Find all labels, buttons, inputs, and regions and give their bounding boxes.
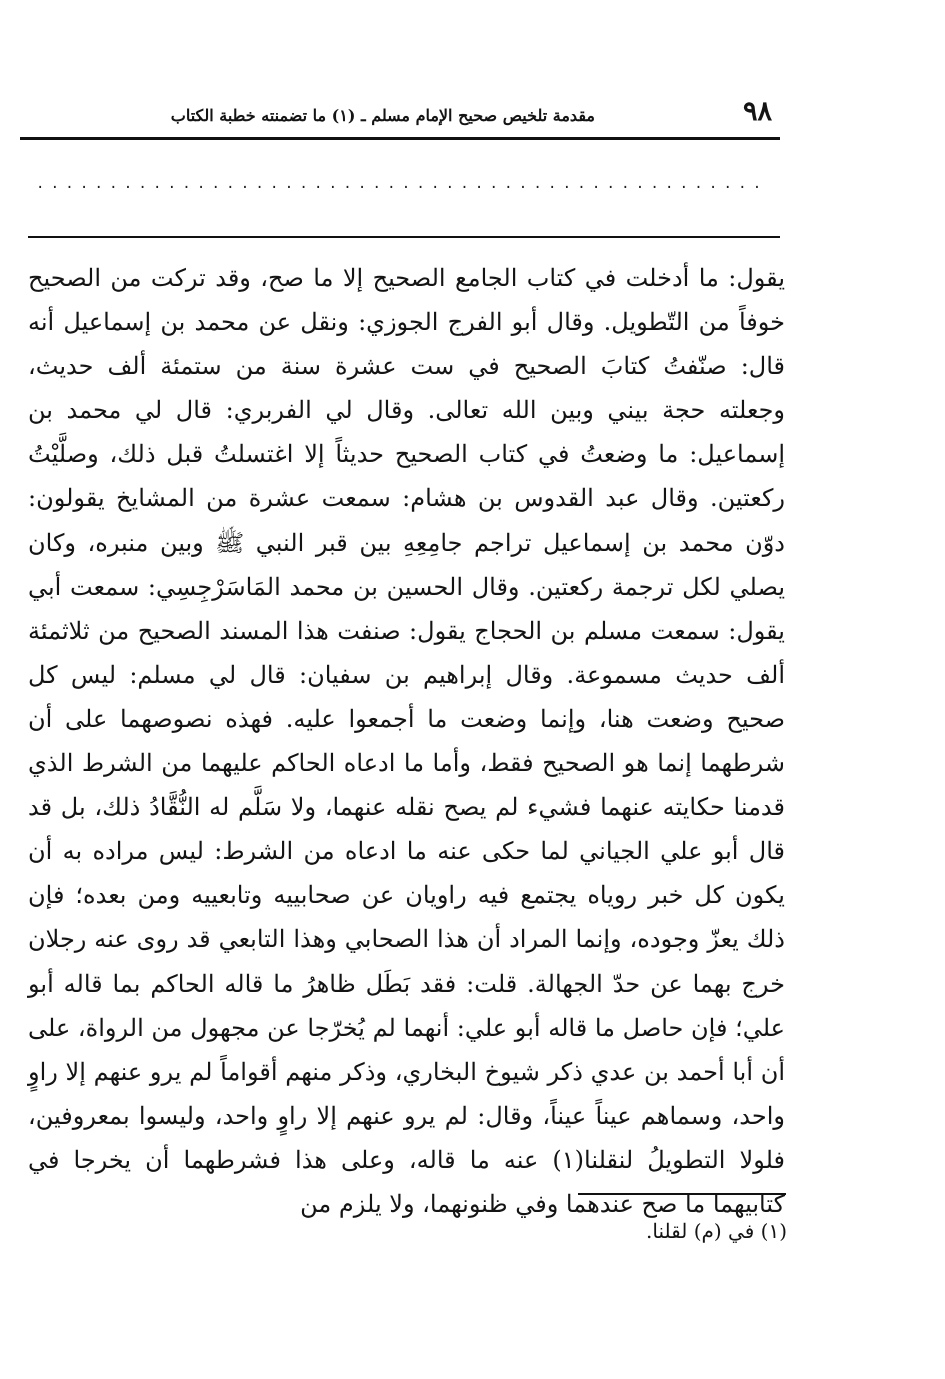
page-number: ٩٨ (742, 96, 772, 127)
footnote-rule (578, 1193, 786, 1195)
running-title: مقدمة تلخيص صحيح الإمام مسلم ـ (١) ما تضمنته خطبة الكتاب (170, 106, 595, 125)
section-rule (28, 236, 780, 238)
omission-dots: .................................................. (36, 176, 768, 192)
header-rule (20, 137, 780, 140)
body-paragraph: يقول: ما أدخلت في كتاب الجامع الصحيح إلا ما صح، وقد تركت من الصحيح خوفاً من التّطويل. وقال أبو الفرج الجوزي: ونقل عن محمد بن إسماعيل أنه قال: صنّفتُ كتابَ الصحيح في ست عشرة سنة من ستمئة ألف حديث، وجعلته حجة بيني وبين الله تعالى. وقال لي الفربري: قال لي محمد بن إسماعيل: ما وضعتُ في كتاب الصحيح حديثاً إلا اغتسلتُ قبل ذلك، وصلَّيْتُ ركعتين. وقال عبد القدوس بن هشام: سمعت عشرة من المشايخ يقولون: دوّن محمد بن إسماعيل تراجم جامِعِهِ بين قبر النبي ﷺ وبين منبره، وكان يصلي لكل ترجمة ركعتين. وقال الحسين بن محمد المَاسَرْجِسِي: سمعت أبي يقول: سمعت مسلم بن الحجاج يقول: صنفت هذا المسند الصحيح من ثلاثمئة ألف حديث مسموعة. وقال إبراهيم بن سفيان: قال لي مسلم: ليس كل صحيح وضعت هنا، وإنما وضعت ما أجمعوا عليه. فهذه نصوصهما على أن شرطهما إنما هو الصحيح فقط، وأما ما ادعاه الحاكم عليهما من الشرط الذي قدمنا حكايته عنهما فشيء لم يصح نقله عنهما، ولا سَلَّم له النُّقَّادُ ذلك، بل قد قال أبو علي الجياني لما حكى عنه ما ادعاه من الشرط: ليس مراده به أن يكون كل خبر روياه يجتمع فيه راويان عن صحابييه وتابعييه ومن بعده؛ فإن ذلك يعزّ وجوده، وإنما المراد أن هذا الصحابي وهذا التابعي قد روى عنه رجلان خرج بهما عن حدّ الجهالة. قلت: فقد بَطَل ظاهرُ ما قاله الحاكم بما قاله أبو علي؛ فإن حاصل ما قاله أبو علي: أنهما لم يُخرّجا عن مجهول من الرواة، على أن أبا أحمد بن عدي ذكر شيوخ البخاري، وذكر منهم أقواماً لم يرو عنهم إلا راوٍ واحد، وسماهم عيناً عيناً، وقال: لم يرو عنهم إلا راوٍ واحد، وليسوا بمعروفين، فلولا التطويلُ لنقلنا(١) عنه ما قاله، وعلى هذا فشرطهما أن يخرجا في كتابيهما ما صح عندهما وفي ظنونهما، ولا يلزم من (28, 264, 786, 1218)
footnote-1: (١) في (م) لقلنا. (646, 1219, 787, 1243)
page-header (20, 92, 780, 136)
